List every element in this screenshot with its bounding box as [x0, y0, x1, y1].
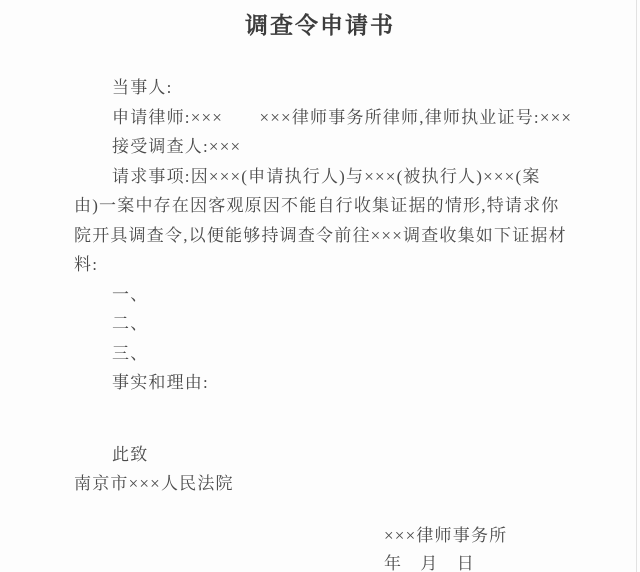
document-body: [74, 73, 592, 398]
body-line-request-3: 院开具调查令,以便能够持调查令前往×××调查收集如下证据材: [74, 225, 567, 245]
body-line-facts-reasons: 事实和理由:: [112, 373, 209, 392]
document-content: [0, 73, 640, 572]
body-line-parties: 当事人:: [112, 78, 173, 97]
law-firm-line: ×××律师事务所: [384, 525, 508, 545]
page-edge-line: [636, 0, 637, 572]
body-line-request-2: 由)一案中存在因客观原因不能自行收集证据的情形,特请求你: [74, 196, 560, 215]
salute-line: 此致: [112, 444, 149, 464]
body-line-applicant-lawyer: 申请律师:××× ×××律师事务所律师,律师执业证号:×××: [112, 107, 573, 127]
body-line-request-4: 料:: [74, 255, 99, 274]
body-line-item-3: 三、: [112, 343, 149, 363]
body-line-item-2: 二、: [112, 314, 149, 333]
body-line-request-1: 请求事项:因×××(申请执行人)与×××(被执行人)×××(案: [112, 166, 541, 186]
signature-block: [74, 522, 592, 572]
date-line: 年 月 日: [384, 553, 475, 572]
closing-block: [74, 440, 592, 499]
body-line-investigated-person: 接受调查人:×××: [112, 137, 242, 156]
court-name-line: 南京市×××人民法院: [74, 474, 234, 493]
document-title: 调查令申请书: [245, 13, 395, 38]
body-line-item-1: 一、: [112, 284, 149, 304]
